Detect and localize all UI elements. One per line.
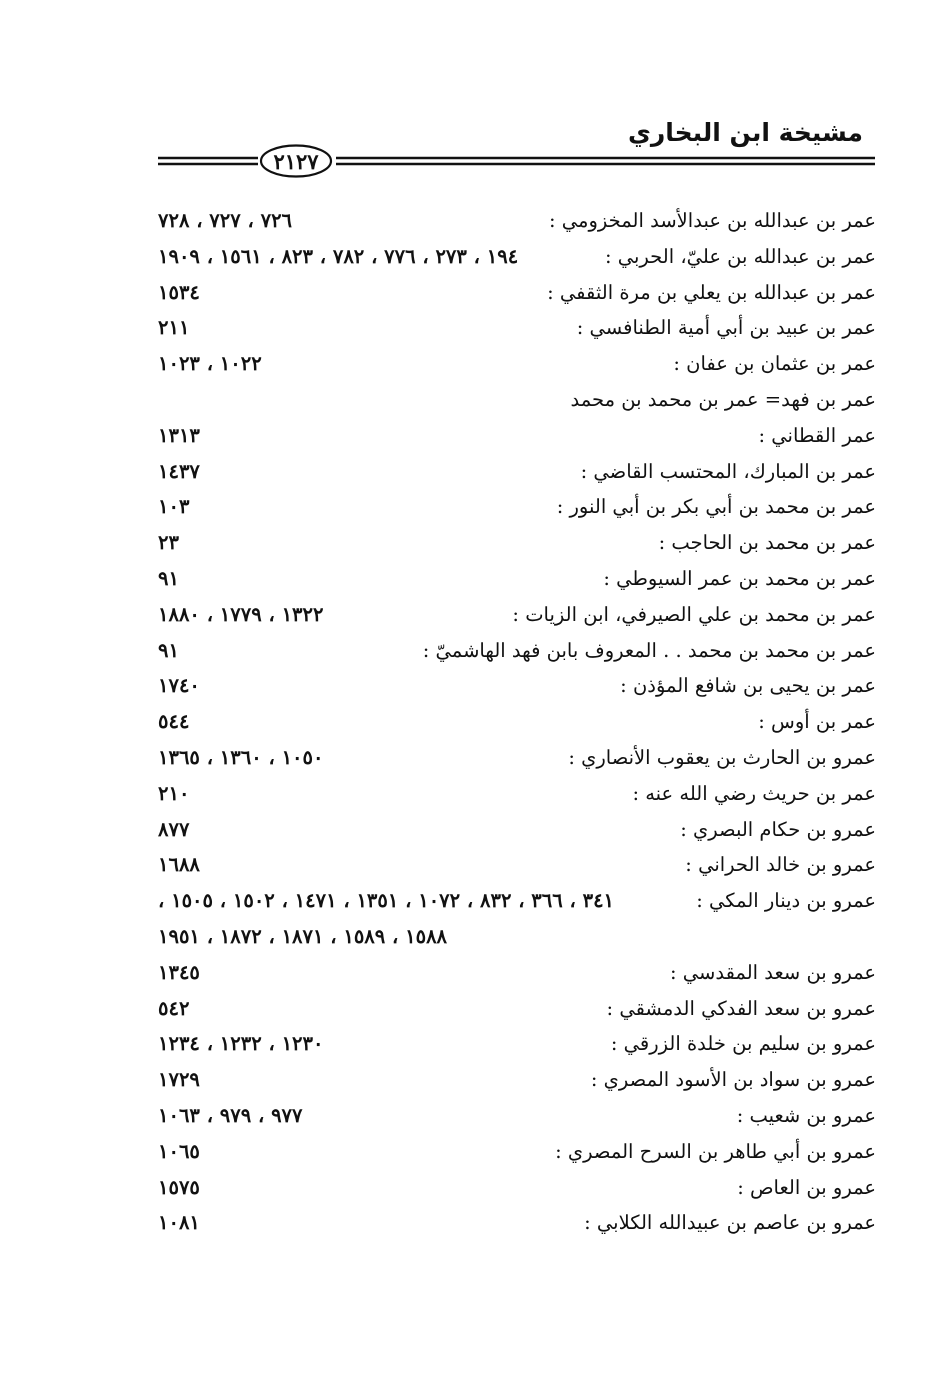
entry-name: عمر بن عبدالله بن يعلي بن مرة الثقفي : xyxy=(547,280,876,304)
index-entry xyxy=(150,887,876,923)
index-entry xyxy=(150,708,876,744)
index-entry xyxy=(150,744,876,780)
index-entry xyxy=(150,279,876,315)
entry-refs: ٥٤٤ xyxy=(158,710,190,734)
entry-name: عمر بن عثمان بن عفان : xyxy=(673,352,876,376)
index-entry xyxy=(150,314,876,350)
entry-refs: ١٠٣ xyxy=(158,495,190,519)
index-entry xyxy=(150,1066,876,1102)
entry-name: عمرو بن سليم بن خلدة الزرقي : xyxy=(610,1032,876,1056)
index-entry xyxy=(150,422,876,458)
entry-name: عمرو بن عاصم بن عبيدالله الكلابي : xyxy=(584,1211,876,1235)
running-header-title: مشيخة ابن البخاري xyxy=(627,118,863,147)
entry-name: عمر بن فهد= عمر بن محمد بن محمد xyxy=(570,387,876,411)
entry-refs: ١٧٢٩ xyxy=(158,1068,200,1092)
entry-refs: ٩٧٧ ، ٩٧٩ ، ١٠٦٣ xyxy=(158,1103,303,1127)
entry-name: عمرو بن دينار المكي : xyxy=(696,889,876,913)
entry-refs: ٣٤١ ، ٣٦٦ ، ٨٣٢ ، ١٠٧٢ ، ١٣٥١ ، ١٤٧١ ، ١٥٠٢ ، ١٥٠٥ ، xyxy=(158,889,615,913)
index-entry xyxy=(150,1209,876,1245)
index-entry xyxy=(150,816,876,852)
entry-name: عمرو بن حكام البصري : xyxy=(680,817,876,841)
entry-refs: ٧٢٦ ، ٧٢٧ ، ٧٢٨ xyxy=(158,209,293,232)
entry-name: عمر بن محمد بن الحاجب : xyxy=(658,531,876,555)
entry-name: عمرو بن سعد الفدكي الدمشقي : xyxy=(606,996,876,1020)
entry-refs: ٨٧٧ xyxy=(158,817,190,841)
entry-name: عمرو بن شعيب : xyxy=(736,1103,876,1127)
entry-name: عمر القطاني : xyxy=(758,423,876,447)
entry-name: عمر بن عبدالله بن عليّ، الحربي : xyxy=(604,244,876,268)
index-entry xyxy=(150,243,876,279)
entry-refs: ٢١١ xyxy=(158,316,190,340)
index-entry xyxy=(150,995,876,1031)
entry-name: عمر بن المبارك، المحتسب القاضي : xyxy=(580,459,876,483)
entry-refs: ١٧٤٠ xyxy=(158,674,200,698)
index-entry xyxy=(150,207,876,243)
entry-name: عمر بن يحيى بن شافع المؤذن : xyxy=(620,674,876,698)
entry-refs: ١٠٨١ xyxy=(158,1211,200,1235)
entry-refs: ٩١ xyxy=(158,566,179,590)
entry-refs: ٢١٠ xyxy=(158,781,190,805)
index-entries xyxy=(150,207,876,1245)
entry-refs: ١٣١٣ xyxy=(158,423,200,447)
entry-refs: ١٦٨٨ xyxy=(158,853,200,877)
page-number: ٢١٢٧ xyxy=(273,148,319,174)
entry-name: عمرو بن الحارث بن يعقوب الأنصاري : xyxy=(568,745,876,769)
entry-refs: ١٣٤٥ xyxy=(158,960,200,984)
index-entry xyxy=(150,672,876,708)
entry-refs: ١٥٣٤ xyxy=(158,280,200,304)
page-number-badge xyxy=(258,143,334,179)
index-entry-continuation xyxy=(150,923,876,959)
entry-refs: ١٤٣٧ xyxy=(158,459,200,483)
entry-refs: ١٠٢٢ ، ١٠٢٣ xyxy=(158,352,262,376)
entry-refs: ١٠٦٥ xyxy=(158,1139,200,1163)
entry-name: عمر بن عبيد بن أبي أمية الطنافسي : xyxy=(576,316,876,340)
index-entry xyxy=(150,350,876,386)
index-entry xyxy=(150,1138,876,1174)
index-entry xyxy=(150,959,876,995)
index-entry xyxy=(150,386,876,422)
entry-refs: ١٥٨٨ ، ١٥٨٩ ، ١٨٧١ ، ١٨٧٢ ، ١٩٥١ xyxy=(158,924,448,948)
entry-refs: ١٣٢٢ ، ١٧٧٩ ، ١٨٨٠ xyxy=(158,602,324,626)
index-entry xyxy=(150,851,876,887)
entry-refs: ٢٣ xyxy=(158,531,179,555)
index-entry xyxy=(150,780,876,816)
entry-name: عمر بن محمد بن أبي بكر بن أبي النور : xyxy=(556,495,876,519)
entry-name: عمر بن حريث رضي الله عنه : xyxy=(632,781,876,805)
entry-refs: ١٢٣٠ ، ١٢٣٢ ، ١٢٣٤ xyxy=(158,1032,324,1056)
index-entry xyxy=(150,1030,876,1066)
entry-name: عمر بن عبدالله بن عبدالأسد المخزومي : xyxy=(549,209,876,232)
entry-name: عمر بن محمد بن علي الصيرفي، ابن الزيات : xyxy=(512,602,876,626)
entry-refs: ١٠٥٠ ، ١٣٦٠ ، ١٣٦٥ xyxy=(158,745,324,769)
entry-refs: ٥٤٢ xyxy=(158,996,190,1020)
entry-name: عمر بن محمد بن عمر السيوطي : xyxy=(603,566,876,590)
index-entry xyxy=(150,493,876,529)
index-entry xyxy=(150,565,876,601)
entry-name: عمرو بن العاص : xyxy=(737,1175,876,1199)
entry-name: عمرو بن أبي طاهر بن السرح المصري : xyxy=(555,1139,876,1163)
entry-refs: ٩١ xyxy=(158,638,179,662)
entry-name: عمر بن محمد بن محمد . . المعروف بابن فهد الهاشميّ : xyxy=(422,638,876,662)
entry-refs: ١٩٤ ، ٢٧٣ ، ٧٧٦ ، ٧٨٢ ، ٨٢٣ ، ١٥٦١ ، ١٩٠٩ xyxy=(158,244,519,268)
entry-refs: ١٥٧٥ xyxy=(158,1175,200,1199)
entry-name: عمرو بن سواد بن الأسود المصري : xyxy=(590,1068,876,1092)
index-entry xyxy=(150,601,876,637)
index-entry xyxy=(150,458,876,494)
index-entry xyxy=(150,1102,876,1138)
index-entry xyxy=(150,637,876,673)
entry-name: عمر بن أوس : xyxy=(758,710,876,734)
index-entry xyxy=(150,1174,876,1210)
entry-name: عمرو بن خالد الحراني : xyxy=(685,853,876,877)
entry-name: عمرو بن سعد المقدسي : xyxy=(669,960,876,984)
index-entry xyxy=(150,529,876,565)
